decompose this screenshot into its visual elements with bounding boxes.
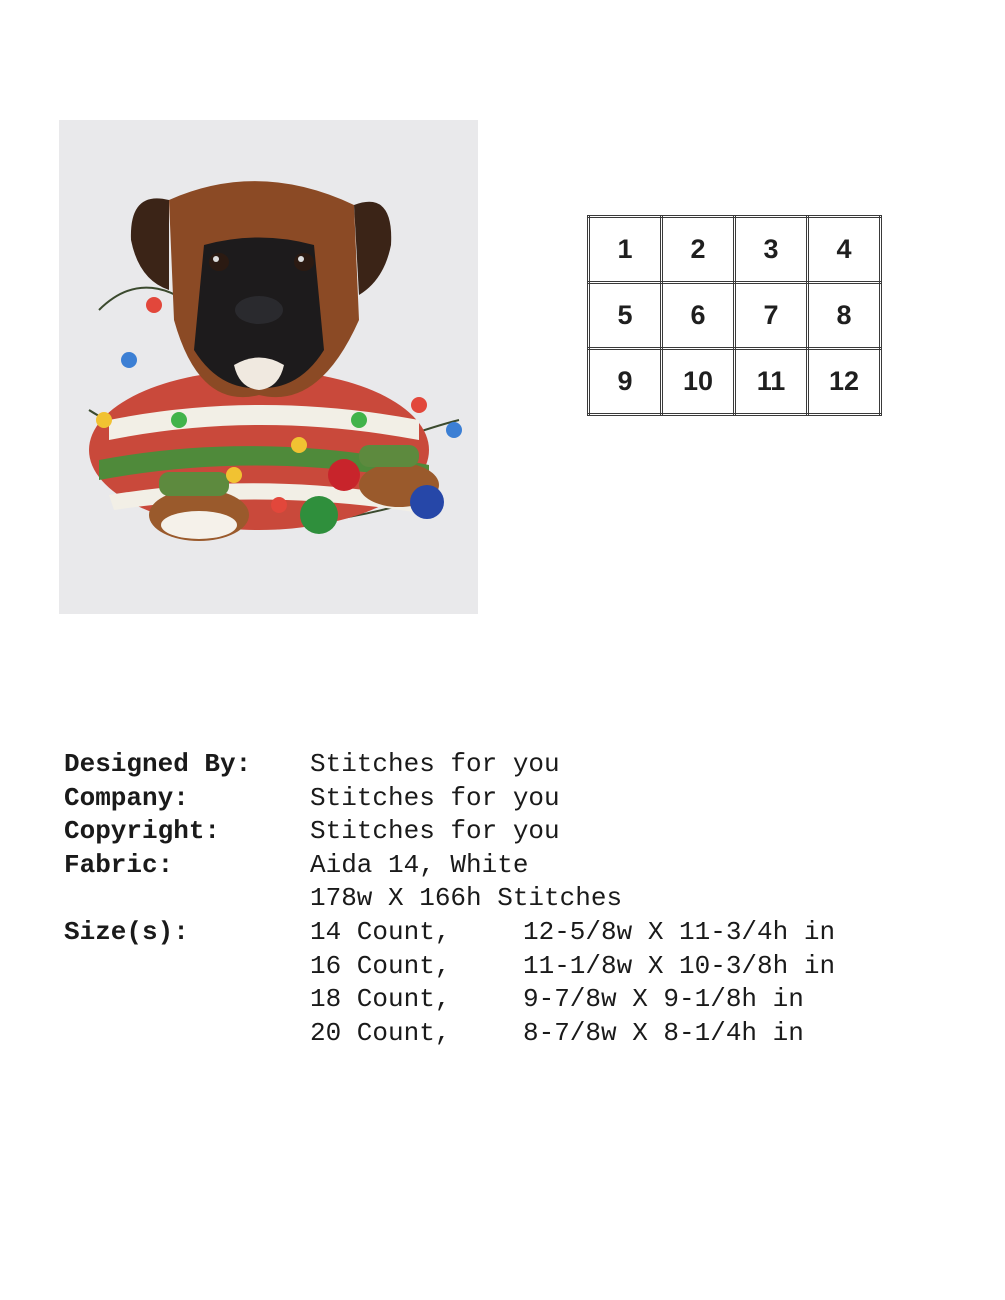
size-dimensions: 8-7/8w X 8-1/4h in (523, 1017, 804, 1048)
size-row (64, 950, 835, 984)
page-cell: 2 (662, 217, 735, 283)
designed-by-label: Designed By: (64, 749, 252, 779)
designed-by-value: Stitches for you (310, 749, 560, 779)
empty-label (64, 950, 310, 984)
designed-by-row (64, 748, 835, 782)
size-dimensions: 11-1/8w X 10-3/8h in (523, 950, 836, 981)
size-count: 20 Count, (310, 1017, 451, 1048)
page-cell: 3 (735, 217, 808, 283)
page-cell: 1 (589, 217, 662, 283)
page-cell: 10 (662, 349, 735, 415)
stitch-count-value: 178w X 166h Stitches (310, 883, 623, 914)
size-dimensions: 12-5/8w X 11-3/4h in (523, 916, 836, 947)
size-row (64, 1017, 835, 1051)
empty-label (64, 983, 310, 1017)
copyright-label: Copyright: (64, 816, 221, 847)
stitch-count-row (64, 882, 835, 916)
page-layout-grid (587, 215, 882, 416)
page-cell: 9 (589, 349, 662, 415)
fabric-row (64, 849, 835, 883)
size-dimensions: 9-7/8w X 9-1/8h in (523, 984, 804, 1015)
page-grid-row (589, 349, 881, 415)
page-cell: 12 (808, 349, 881, 415)
pattern-preview-image (59, 120, 478, 614)
pattern-info (64, 748, 835, 1050)
fabric-label: Fabric: (64, 849, 174, 880)
boxer-dog-illustration (59, 120, 478, 614)
page-cell: 4 (808, 217, 881, 283)
page-grid-row (589, 283, 881, 349)
copyright-value: Stitches for you (310, 816, 560, 847)
size-count: 14 Count, (310, 916, 451, 947)
page-cell: 11 (735, 349, 808, 415)
size-row (64, 916, 835, 950)
page-cell: 6 (662, 283, 735, 349)
size-row (64, 983, 835, 1017)
fabric-value: Aida 14, White (310, 849, 529, 880)
page-cell: 5 (589, 283, 662, 349)
sizes-label: Size(s): (64, 916, 189, 947)
company-row (64, 782, 835, 816)
empty-label (64, 882, 310, 916)
copyright-row (64, 815, 835, 849)
empty-label (64, 1017, 310, 1051)
page-cell: 8 (808, 283, 881, 349)
page-grid-row (589, 217, 881, 283)
company-value: Stitches for you (310, 782, 560, 813)
page-cell: 7 (735, 283, 808, 349)
size-count: 18 Count, (310, 984, 451, 1015)
size-count: 16 Count, (310, 950, 451, 981)
company-label: Company: (64, 782, 189, 813)
